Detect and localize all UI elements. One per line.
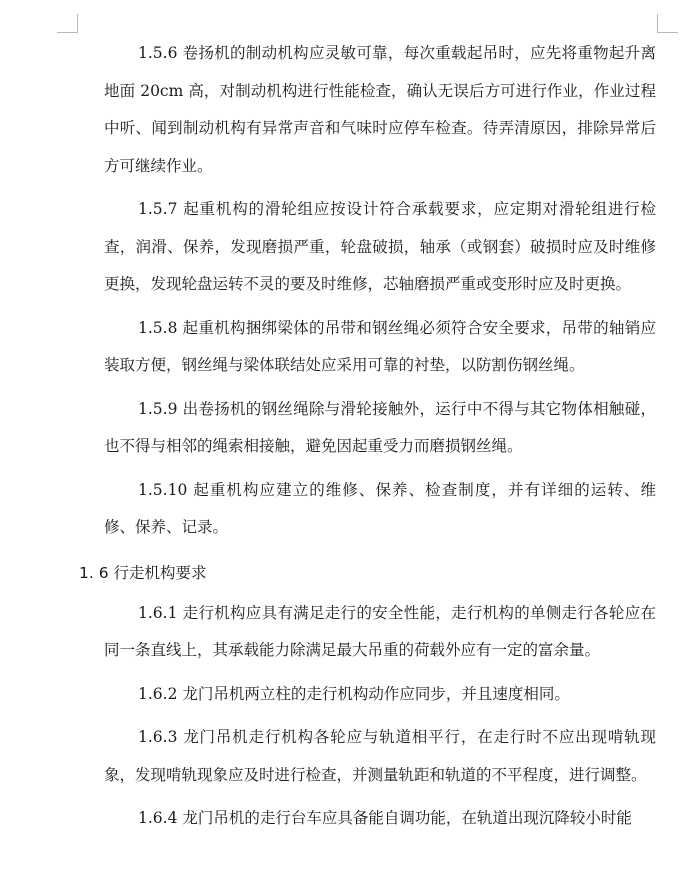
- paragraph-1-5-6: 1.5.6 卷扬机的制动机构应灵敏可靠，每次重载起吊时，应先将重物起升离地面 20cm 高，对制动机构进行性能检查，确认无误后方可进行作业，作业过程中听、闻到制动机构有异常声音和气味时应停车检查。待弄清原因，排除异常后方可继续作业。: [104, 44, 656, 175]
- paragraph-1-5-10: 1.5.10 起重机构应建立的维修、保养、检查制度，并有详细的运转、维修、保养、记录。: [104, 480, 656, 536]
- paragraph-1-5-7: 1.5.7 起重机构的滑轮组应按设计符合承载要求，应定期对滑轮组进行检查，润滑、保养，发现磨损严重，轮盘破损，轴承（或钢套）破损时应及时维修更换，发现轮盘运转不灵的要及时维修，芯轴磨损严重或变形时应及时更换。: [104, 200, 656, 293]
- section-heading-1-6: 1. 6 行走机构要求: [79, 563, 207, 582]
- document-body: [79, 35, 656, 844]
- margin-corner-mark-left: [57, 14, 78, 33]
- paragraph-1-6-3: 1.6.3 龙门吊机走行机构各轮应与轨道相平行，在走行时不应出现啃轨现象，发现啃轨现象应及时进行检查，并测量轨距和轨道的不平程度，进行调整。: [104, 728, 656, 784]
- paragraph-1-5-9: 1.5.9 出卷扬机的钢丝绳除与滑轮接触外，运行中不得与其它物体相触碰，也不得与相邻的绳索相接触，避免因起重受力而磨损钢丝绳。: [104, 399, 656, 455]
- paragraph-1-6-4: 1.6.4 龙门吊机的走行台车应具备能自调功能，在轨道出现沉降较小时能: [138, 809, 632, 827]
- paragraph-1-5-8: 1.5.8 起重机构捆绑梁体的吊带和钢丝绳必须符合安全要求，吊带的轴销应装取方便，钢丝绳与梁体联结处应采用可靠的衬垫，以防割伤钢丝绳。: [104, 318, 656, 374]
- paragraph-1-6-1: 1.6.1 走行机构应具有满足走行的安全性能，走行机构的单侧走行各轮应在同一条直线上，其承载能力除满足最大吊重的荷载外应有一定的富余量。: [104, 603, 656, 659]
- margin-corner-mark-right: [657, 14, 678, 33]
- paragraph-1-6-2: 1.6.2 龙门吊机两立柱的走行机构动作应同步，并且速度相同。: [138, 684, 570, 703]
